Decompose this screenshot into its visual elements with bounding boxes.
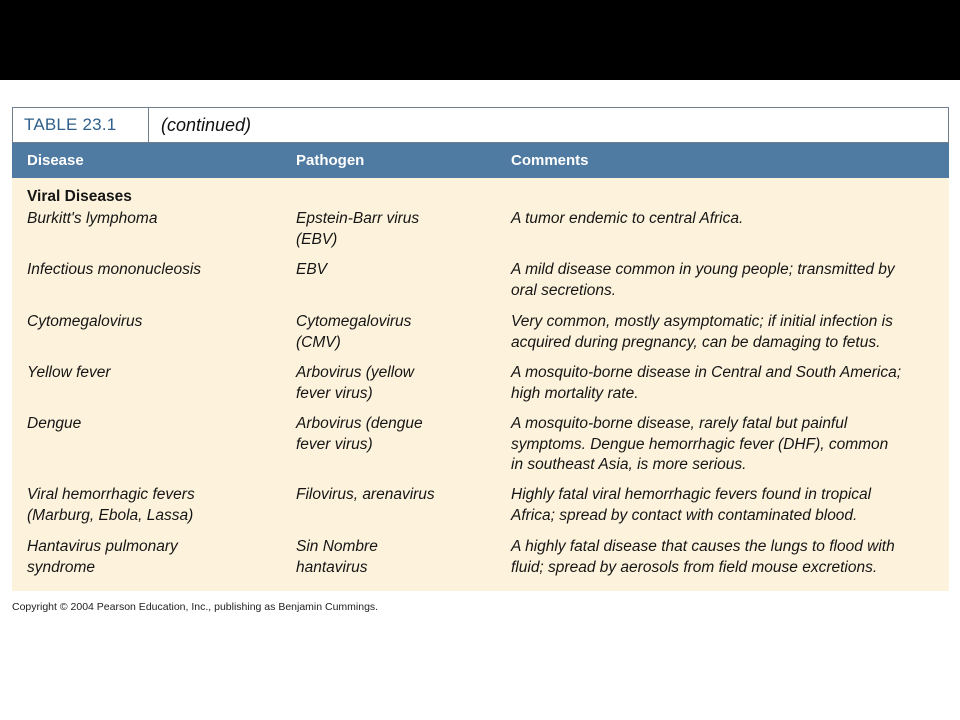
pathogen-line: Sin Nombre: [296, 538, 378, 555]
pathogen-line: (CMV): [296, 333, 341, 351]
comments-line: fluid; spread by aerosols from field mouse excretions.: [511, 558, 878, 576]
disease-line: Infectious mononucleosis: [27, 261, 202, 278]
comments-cell: [511, 537, 936, 578]
disease-line: Cytomegalovirus: [27, 313, 143, 330]
pathogen-cell: [296, 312, 496, 353]
disease-cell: [27, 260, 277, 281]
table-header-row: [12, 143, 949, 178]
disease-cell: [27, 209, 277, 230]
pathogen-line: fever virus): [296, 435, 373, 453]
disease-cell: [27, 537, 277, 578]
top-black-bar: [0, 0, 960, 80]
comments-line: A highly fatal disease that causes the lungs to flood with: [511, 538, 895, 555]
pathogen-line: Arbovirus (yellow: [296, 364, 415, 381]
comments-line: A mild disease common in young people; transmitted by: [511, 261, 895, 278]
disease-cell: [27, 485, 277, 526]
pathogen-line: EBV: [296, 261, 328, 278]
disease-line: Burkitt's lymphoma: [27, 210, 158, 227]
table-caption: (continued): [161, 114, 252, 135]
pathogen-cell: [296, 485, 496, 506]
comments-cell: [511, 260, 936, 301]
table-title-row: [12, 107, 949, 143]
comments-line: in southeast Asia, is more serious.: [511, 456, 747, 473]
disease-line: syndrome: [27, 558, 96, 576]
disease-cell: [27, 414, 277, 435]
pathogen-line: Epstein-Barr virus: [296, 210, 420, 227]
pathogen-line: hantavirus: [296, 558, 368, 576]
pathogen-line: Arbovirus (dengue: [296, 415, 423, 432]
comments-line: Highly fatal viral hemorrhagic fevers found in tropical: [511, 486, 872, 503]
pathogen-cell: [296, 209, 496, 250]
disease-line: Yellow fever: [27, 364, 111, 381]
disease-cell: [27, 363, 277, 384]
disease-table: [12, 107, 949, 591]
comments-line: Very common, mostly asymptomatic; if initial infection is: [511, 313, 893, 330]
comments-cell: [511, 363, 936, 404]
pathogen-cell: [296, 537, 496, 578]
comments-cell: [511, 485, 936, 526]
copyright-notice: Copyright © 2004 Pearson Education, Inc., publishing as Benjamin Cummings.: [12, 601, 379, 613]
comments-line: high mortality rate.: [511, 384, 639, 402]
pathogen-cell: [296, 414, 496, 455]
pathogen-line: (EBV): [296, 230, 338, 248]
disease-line: Dengue: [27, 415, 82, 432]
header-pathogen: Pathogen: [296, 152, 365, 169]
header-disease: Disease: [27, 152, 84, 169]
table-body: [12, 178, 949, 591]
pathogen-cell: [296, 363, 496, 404]
pathogen-line: fever virus): [296, 384, 373, 402]
comments-line: A mosquito-borne disease, rarely fatal but painful: [511, 415, 848, 432]
comments-line: symptoms. Dengue hemorrhagic fever (DHF), common: [511, 435, 889, 453]
pathogen-cell: [296, 260, 496, 281]
comments-line: A mosquito-borne disease in Central and South America;: [511, 364, 902, 381]
pathogen-line: Filovirus, arenavirus: [296, 486, 435, 503]
section-heading: Viral Diseases: [27, 188, 132, 205]
disease-cell: [27, 312, 277, 333]
pathogen-line: Cytomegalovirus: [296, 313, 412, 330]
disease-line: (Marburg, Ebola, Lassa): [27, 506, 194, 524]
comments-cell: [511, 414, 936, 476]
comments-line: oral secretions.: [511, 281, 617, 299]
comments-cell: [511, 312, 936, 353]
table-number: TABLE 23.1: [13, 108, 149, 142]
comments-line: A tumor endemic to central Africa.: [511, 210, 744, 227]
comments-line: Africa; spread by contact with contaminated blood.: [511, 506, 858, 524]
header-comments: Comments: [511, 152, 589, 169]
disease-line: Hantavirus pulmonary: [27, 538, 178, 555]
comments-line: acquired during pregnancy, can be damaging to fetus.: [511, 333, 881, 351]
disease-line: Viral hemorrhagic fevers: [27, 486, 195, 503]
comments-cell: [511, 209, 936, 230]
